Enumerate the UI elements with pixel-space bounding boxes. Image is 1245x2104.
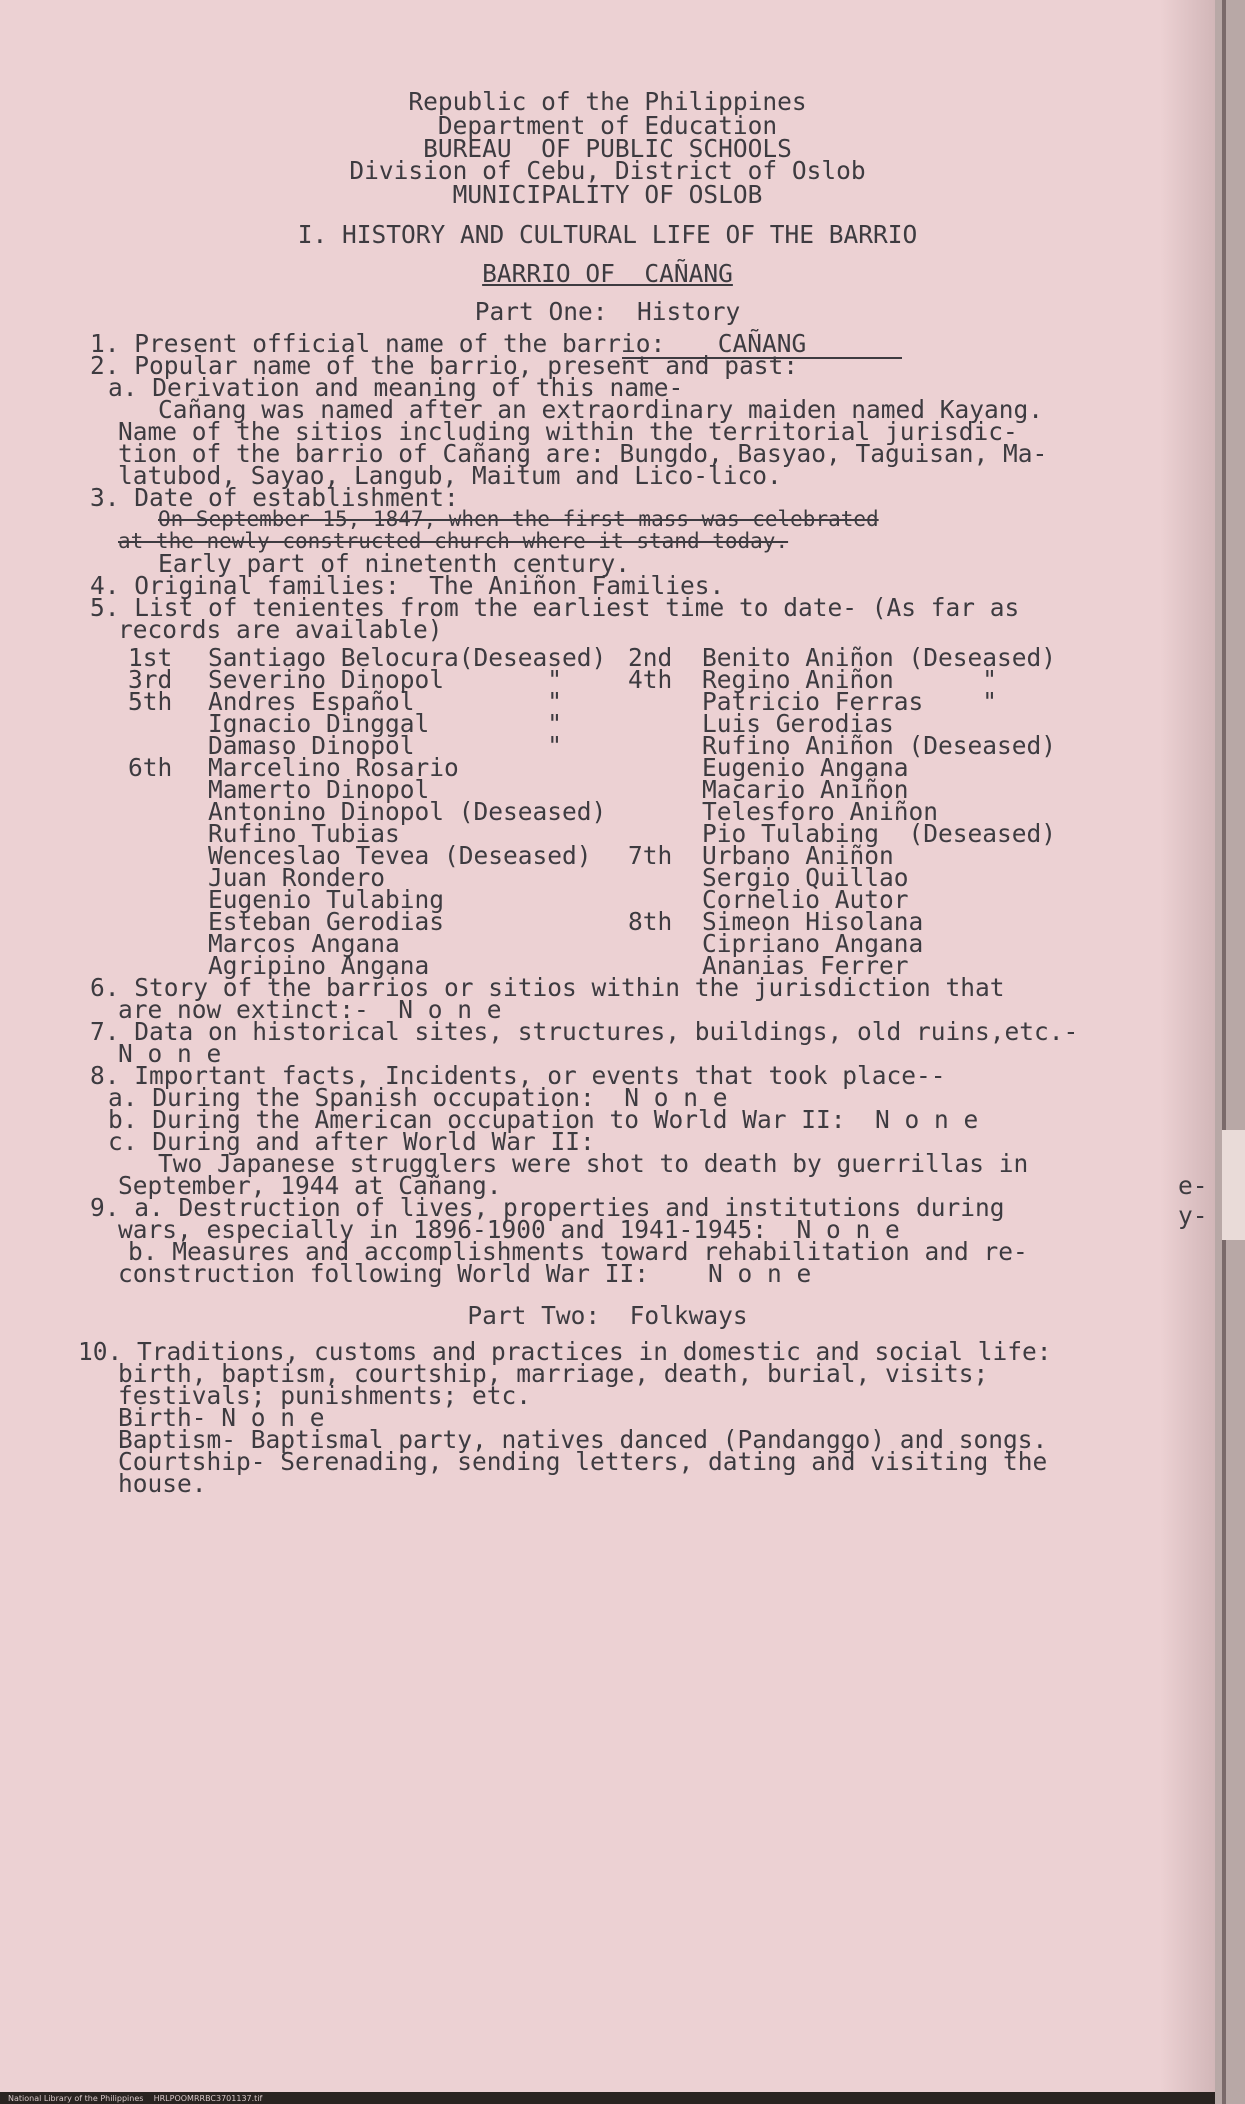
item-6-continued: are now extinct:- N o n e — [118, 995, 502, 1024]
barrio-title: BARRIO OF CAÑANG — [482, 259, 733, 288]
header-division: Division of Cebu, District of Oslob — [349, 156, 866, 185]
teniente-left-name: Agripino Angana — [208, 951, 430, 980]
teniente-left-name: Wenceslao Tevea (Deseased) — [208, 841, 592, 870]
item-3-struck-line1: On September 15, 1847, when the first mass was celebrated — [158, 507, 879, 531]
teniente-right-ord: 8th — [628, 907, 673, 936]
item-8c-line2: September, 1944 at Cañang. — [118, 1171, 502, 1200]
item-3-struck-line2: at the newly constructed church where it stand today. — [118, 529, 789, 553]
teniente-left-name: Marcelino Rosario — [208, 753, 459, 782]
teniente-right-name: Simeon Hisolana — [702, 907, 924, 936]
teniente-left-name: Antonino Dinopol (Deseased) — [208, 797, 607, 826]
item-10-line2: birth, baptism, courtship, marriage, death, burial, visits; — [118, 1359, 989, 1388]
item-9b-continued: construction following World War II: N o n e — [118, 1259, 812, 1288]
page-tab — [1222, 1130, 1245, 1240]
item-9a-continued: wars, especially in 1896-1900 and 1941-1945: N o n e — [118, 1215, 900, 1244]
item-8a: a. During the Spanish occupation: N o n e — [108, 1083, 728, 1112]
teniente-left-name: Juan Rondero — [208, 863, 386, 892]
teniente-left-name: Eugenio Tulabing — [208, 885, 445, 914]
header-republic: Republic of the Philippines — [408, 87, 807, 116]
teniente-right-name: Cornelio Autor — [702, 885, 909, 914]
teniente-right-name: Ananias Ferrer — [702, 951, 909, 980]
binding-edge — [1215, 0, 1245, 2104]
item-2: 2. Popular name of the barrio, present and past: — [90, 351, 799, 380]
teniente-right-name: Rufino Aniñon (Deseased) — [702, 731, 1057, 760]
item-2a-line4: latubod, Sayao, Langub, Maitum and Lico-lico. — [118, 461, 782, 490]
item-1-answer: CAÑANG — [622, 330, 902, 359]
item-10-courtship: Courtship- Serenading, sending letters, dating and visiting the — [118, 1447, 1048, 1476]
teniente-left-name: Severino Dinopol " — [208, 665, 563, 694]
item-10: 10. Traditions, customs and practices in domestic and social life: — [78, 1337, 1052, 1366]
teniente-left-name: Mamerto Dinopol — [208, 775, 430, 804]
teniente-right-name: Regino Aniñon " — [702, 665, 998, 694]
header-municipality: MUNICIPALITY OF OSLOB — [452, 180, 763, 209]
item-9a: 9. a. Destruction of lives, properties and institutions during — [90, 1193, 1005, 1222]
teniente-left-name: Marcos Angana — [208, 929, 400, 958]
item-7: 7. Data on historical sites, structures, buildings, old ruins,etc.- — [90, 1017, 1079, 1046]
item-6: 6. Story of the barrios or sitios within the jurisdiction that — [90, 973, 1005, 1002]
item-2a-line2: Name of the sitios including within the territorial jurisdic- — [118, 417, 1018, 446]
teniente-left-name: Esteban Gerodias — [208, 907, 445, 936]
teniente-right-name: Cipriano Angana — [702, 929, 924, 958]
teniente-right-ord: 7th — [628, 841, 673, 870]
teniente-left-ord: 3rd — [128, 665, 173, 694]
part-two-heading: Part Two: Folkways — [467, 1301, 748, 1330]
binding-shadow — [1222, 0, 1226, 2104]
item-5: 5. List of tenientes from the earliest time to date- (As far as — [90, 593, 1020, 622]
teniente-left-ord: 1st — [128, 643, 173, 672]
teniente-left-name: Damaso Dinopol " — [208, 731, 563, 760]
section-title: I. HISTORY AND CULTURAL LIFE OF THE BARRIO — [297, 220, 918, 249]
header-department: Department of Education — [437, 111, 778, 140]
teniente-right-name: Telesforo Aniñon — [702, 797, 939, 826]
item-10-line3: festivals; punishments; etc. — [118, 1381, 532, 1410]
teniente-left-name: Ignacio Dinggal " — [208, 709, 563, 738]
item-2a: a. Derivation and meaning of this name- — [108, 373, 684, 402]
margin-fragment: e- — [1178, 1171, 1208, 1200]
teniente-right-name: Pio Tulabing (Deseased) — [702, 819, 1057, 848]
teniente-left-ord: 5th — [128, 687, 173, 716]
teniente-right-ord: 2nd — [628, 643, 673, 672]
item-7-answer: N o n e — [118, 1039, 222, 1068]
header-bureau: BUREAU OF PUBLIC SCHOOLS — [423, 134, 792, 163]
item-8b: b. During the American occupation to World War II: N o n e — [108, 1105, 979, 1134]
item-1: 1. Present official name of the barrio: — [90, 329, 666, 358]
teniente-left-name: Andres Español " — [208, 687, 563, 716]
item-10-baptism: Baptism- Baptismal party, natives danced (Pandanggo) and songs. — [118, 1425, 1048, 1454]
teniente-left-name: Santiago Belocura(Deseased) — [208, 643, 607, 672]
teniente-right-name: Macario Aniñon — [702, 775, 909, 804]
teniente-right-name: Luis Gerodias — [702, 709, 894, 738]
teniente-right-name: Urbano Aniñon — [702, 841, 894, 870]
teniente-left-name: Rufino Tubias — [208, 819, 400, 848]
scan-footer: National Library of the Philippines HRLPOOMRRBC3701137.tif — [8, 2094, 263, 2103]
item-8c: c. During and after World War II: — [108, 1127, 595, 1156]
teniente-right-ord: 4th — [628, 665, 673, 694]
item-3-answer: Early part of ninetenth century. — [158, 549, 631, 578]
item-5-continued: records are available) — [118, 615, 443, 644]
item-8: 8. Important facts, Incidents, or events that took place-- — [90, 1061, 946, 1090]
item-4: 4. Original families: The Aniñon Families. — [90, 571, 725, 600]
teniente-right-name: Benito Aniñon (Deseased) — [702, 643, 1057, 672]
teniente-right-name: Sergio Quillao — [702, 863, 909, 892]
item-8c-line1: Two Japanese strugglers were shot to death by guerrillas in — [158, 1149, 1029, 1178]
item-10-birth: Birth- N o n e — [118, 1403, 325, 1432]
teniente-left-ord: 6th — [128, 753, 173, 782]
teniente-right-name: Patricio Ferras " — [702, 687, 998, 716]
item-2a-line1: Cañang was named after an extraordinary maiden named Kayang. — [158, 395, 1044, 424]
margin-fragment: y- — [1178, 1201, 1208, 1230]
teniente-right-name: Eugenio Angana — [702, 753, 909, 782]
part-one-heading: Part One: History — [474, 297, 741, 326]
item-10-courtship-continued: house. — [118, 1469, 207, 1498]
item-9b: b. Measures and accomplishments toward rehabilitation and re- — [128, 1237, 1028, 1266]
item-3: 3. Date of establishment: — [90, 483, 459, 512]
item-2a-line3: tion of the barrio of Cañang are: Bungdo, Basyao, Taguisan, Ma- — [118, 439, 1048, 468]
